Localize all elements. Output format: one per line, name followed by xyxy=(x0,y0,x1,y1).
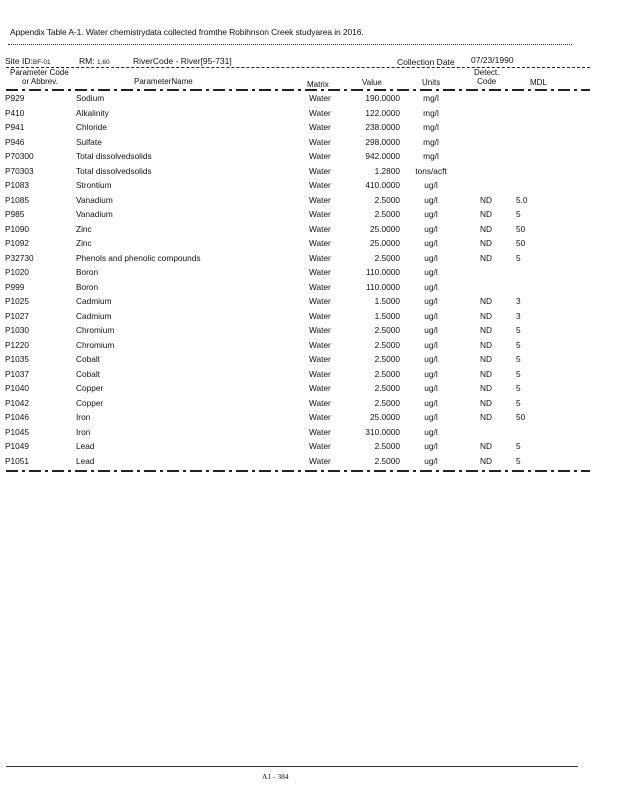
cell-parameter-name: Copper xyxy=(76,397,104,408)
cell-value: 110.0000 xyxy=(366,281,400,292)
cell-parameter-code: P1027 xyxy=(5,310,29,321)
cell-matrix: Water xyxy=(309,397,331,408)
cell-value: 25.0000 xyxy=(370,238,400,248)
collection-date-label: Collection Date xyxy=(397,57,455,67)
cell-mdl: 5 xyxy=(516,209,521,219)
cell-value: 25.0000 xyxy=(370,412,400,422)
cell-value: 1.5000 xyxy=(374,296,400,306)
cell-mdl: 5 xyxy=(516,252,521,263)
cell-matrix: Water xyxy=(309,238,331,248)
cell-parameter-name: Boron xyxy=(76,281,99,292)
cell-parameter-code: P1083 xyxy=(5,180,29,190)
cell-parameter-code: P1090 xyxy=(5,223,29,234)
cell-units: ug/l xyxy=(424,455,438,466)
cell-units: ug/l xyxy=(424,412,438,422)
cell-matrix: Water xyxy=(309,325,331,335)
cell-value: 238.0000 xyxy=(365,122,400,132)
cell-parameter-name: Lead xyxy=(76,441,95,451)
cell-parameter-code: P941 xyxy=(5,122,25,132)
col-header-mdl: MDL xyxy=(530,78,547,87)
cell-parameter-name: Sodium xyxy=(76,93,105,103)
cell-parameter-name: Zinc xyxy=(76,223,92,234)
cell-mdl: 5 xyxy=(516,354,521,364)
cell-parameter-code: P1051 xyxy=(5,455,29,466)
cell-mdl: 3 xyxy=(516,310,521,321)
cell-parameter-code: P1046 xyxy=(5,412,29,422)
cell-mdl: 5 xyxy=(516,368,521,379)
table-row xyxy=(0,135,618,150)
cell-matrix: Water xyxy=(309,252,331,263)
cell-detect-code: ND xyxy=(480,296,492,306)
cell-parameter-name: Iron xyxy=(76,426,91,437)
cell-parameter-code: P999 xyxy=(5,281,25,292)
cell-detect-code: ND xyxy=(480,368,492,379)
cell-units: ug/l xyxy=(424,209,438,219)
cell-units: ug/l xyxy=(424,223,438,234)
cell-parameter-code: P946 xyxy=(5,136,25,147)
cell-parameter-name: Sulfate xyxy=(76,136,102,147)
cell-matrix: Water xyxy=(309,426,331,437)
cell-value: 2.5000 xyxy=(374,455,400,466)
cell-value: 2.5000 xyxy=(374,354,400,364)
cell-units: ug/l xyxy=(424,441,438,451)
col-header-name: ParameterName xyxy=(134,77,193,86)
cell-parameter-code: P70303 xyxy=(5,165,34,176)
cell-mdl: 5 xyxy=(516,383,521,393)
cell-parameter-name: Cadmium xyxy=(76,310,112,321)
rm-label: RM: xyxy=(79,56,95,66)
cell-mdl: 3 xyxy=(516,296,521,306)
col-header-code-line2: or Abbrev. xyxy=(22,77,58,86)
cell-units: ug/l xyxy=(424,310,438,321)
cell-parameter-code: P1040 xyxy=(5,383,29,393)
cell-parameter-name: Cobalt xyxy=(76,368,100,379)
table-row xyxy=(0,425,618,440)
cell-parameter-name: Phenols and phenolic compounds xyxy=(76,252,201,263)
cell-detect-code: ND xyxy=(480,354,492,364)
table-end-divider xyxy=(6,470,590,472)
cell-units: mg/l xyxy=(423,107,439,118)
cell-parameter-name: Cobalt xyxy=(76,354,100,364)
cell-parameter-name: Vanadium xyxy=(76,194,113,205)
cell-parameter-code: P1220 xyxy=(5,339,29,350)
collection-date-value: 07/23/1990 xyxy=(471,55,514,65)
cell-parameter-name: Boron xyxy=(76,267,99,277)
table-caption: Appendix Table A-1. Water chemistrydata collected fromthe Robihnson Creek studyarea in 2016. xyxy=(10,27,364,37)
cell-matrix: Water xyxy=(309,180,331,190)
cell-value: 298.0000 xyxy=(365,136,400,147)
table-row xyxy=(0,265,618,280)
cell-value: 110.0000 xyxy=(366,267,400,277)
cell-parameter-name: Strontium xyxy=(76,180,112,190)
cell-parameter-code: P1042 xyxy=(5,397,29,408)
table-row xyxy=(0,454,618,469)
col-header-code-line1: Parameter Code xyxy=(10,68,69,77)
cell-mdl: 5 xyxy=(516,397,521,408)
cell-units: ug/l xyxy=(424,296,438,306)
cell-detect-code: ND xyxy=(480,310,492,321)
cell-parameter-name: Chloride xyxy=(76,122,107,132)
cell-parameter-name: Lead xyxy=(76,455,95,466)
cell-units: ug/l xyxy=(424,281,438,292)
cell-parameter-name: Total dissolvedsolids xyxy=(76,165,152,176)
cell-value: 2.5000 xyxy=(374,368,400,379)
cell-matrix: Water xyxy=(309,281,331,292)
cell-parameter-code: P1037 xyxy=(5,368,29,379)
cell-matrix: Water xyxy=(309,136,331,147)
cell-units: ug/l xyxy=(424,339,438,350)
cell-units: ug/l xyxy=(424,267,438,277)
cell-value: 2.5000 xyxy=(374,209,400,219)
cell-value: 310.0000 xyxy=(365,426,400,437)
col-header-detect-line1: Detect. xyxy=(474,68,500,77)
cell-units: mg/l xyxy=(423,136,439,147)
cell-value: 942.0000 xyxy=(365,151,400,161)
cell-detect-code: ND xyxy=(480,383,492,393)
cell-matrix: Water xyxy=(309,151,331,161)
cell-value: 2.5000 xyxy=(374,194,400,205)
table-row xyxy=(0,193,618,208)
cell-units: ug/l xyxy=(424,180,438,190)
col-header-code xyxy=(8,68,69,86)
table-row xyxy=(0,222,618,237)
cell-units: ug/l xyxy=(424,383,438,393)
cell-parameter-code: P32730 xyxy=(5,252,34,263)
cell-parameter-code: P1045 xyxy=(5,426,29,437)
rm-value: 1.60 xyxy=(96,59,110,66)
table-row xyxy=(0,381,618,396)
footer-rule xyxy=(6,766,578,767)
table-row xyxy=(0,439,618,454)
cell-matrix: Water xyxy=(309,267,331,277)
cell-parameter-name: Alkalinity xyxy=(76,107,109,118)
cell-parameter-code: P1049 xyxy=(5,441,29,451)
cell-detect-code: ND xyxy=(480,209,492,219)
cell-mdl: 5 xyxy=(516,325,521,335)
cell-parameter-code: P1020 xyxy=(5,267,29,277)
cell-parameter-code: P929 xyxy=(5,93,25,103)
site-id-label: Site ID: xyxy=(5,56,33,66)
cell-value: 122.0000 xyxy=(365,107,400,118)
cell-detect-code: ND xyxy=(480,238,492,248)
cell-parameter-name: Copper xyxy=(76,383,104,393)
cell-detect-code: ND xyxy=(480,252,492,263)
col-header-detect-line2: Code xyxy=(477,77,497,86)
cell-units: ug/l xyxy=(424,426,438,437)
cell-parameter-code: P70300 xyxy=(5,151,34,161)
cell-value: 1.2800 xyxy=(374,165,400,176)
cell-value: 1.5000 xyxy=(374,310,400,321)
cell-units: ug/l xyxy=(424,194,438,205)
cell-value: 25.0000 xyxy=(370,223,400,234)
cell-units: tons/acft xyxy=(415,165,447,176)
table-row xyxy=(0,91,618,106)
cell-matrix: Water xyxy=(309,310,331,321)
cell-detect-code: ND xyxy=(480,325,492,335)
cell-detect-code: ND xyxy=(480,455,492,466)
cell-matrix: Water xyxy=(309,93,331,103)
table-row xyxy=(0,149,618,164)
cell-value: 2.5000 xyxy=(374,441,400,451)
cell-matrix: Water xyxy=(309,339,331,350)
col-header-detect xyxy=(474,68,499,86)
table-row xyxy=(0,120,618,135)
data-table-body xyxy=(0,91,618,468)
col-header-units: Units xyxy=(422,78,441,87)
table-row xyxy=(0,309,618,324)
col-header-value: Value xyxy=(362,78,382,87)
site-id xyxy=(5,56,51,66)
cell-parameter-name: Zinc xyxy=(76,238,92,248)
cell-units: ug/l xyxy=(424,252,438,263)
page-number: A1 - 384 xyxy=(262,772,289,781)
cell-units: mg/l xyxy=(423,93,439,103)
table-row xyxy=(0,294,618,309)
river-code: RiverCode - River[95-731] xyxy=(133,56,232,66)
table-row xyxy=(0,367,618,382)
cell-mdl: 5 xyxy=(516,441,521,451)
cell-detect-code: ND xyxy=(480,339,492,350)
cell-mdl: 5.0 xyxy=(516,194,528,205)
cell-detect-code: ND xyxy=(480,412,492,422)
table-row xyxy=(0,352,618,367)
cell-parameter-code: P1085 xyxy=(5,194,29,205)
cell-units: ug/l xyxy=(424,368,438,379)
cell-matrix: Water xyxy=(309,107,331,118)
cell-mdl: 5 xyxy=(516,339,521,350)
cell-units: ug/l xyxy=(424,238,438,248)
cell-units: mg/l xyxy=(423,122,439,132)
cell-matrix: Water xyxy=(309,354,331,364)
cell-value: 2.5000 xyxy=(374,325,400,335)
cell-value: 410.0000 xyxy=(365,180,400,190)
cell-mdl: 50 xyxy=(516,412,526,422)
table-row xyxy=(0,106,618,121)
cell-detect-code: ND xyxy=(480,194,492,205)
cell-parameter-name: Chromium xyxy=(76,339,115,350)
cell-units: mg/l xyxy=(423,151,439,161)
cell-units: ug/l xyxy=(424,354,438,364)
cell-parameter-code: P985 xyxy=(5,209,25,219)
header-divider-top xyxy=(6,67,590,68)
cell-matrix: Water xyxy=(309,209,331,219)
cell-parameter-code: P1035 xyxy=(5,354,29,364)
cell-units: ug/l xyxy=(424,397,438,408)
cell-value: 2.5000 xyxy=(374,252,400,263)
cell-parameter-name: Vanadium xyxy=(76,209,113,219)
cell-parameter-name: Total dissolvedsolids xyxy=(76,151,152,161)
cell-value: 2.5000 xyxy=(374,383,400,393)
cell-detect-code: ND xyxy=(480,441,492,451)
cell-matrix: Water xyxy=(309,122,331,132)
cell-matrix: Water xyxy=(309,368,331,379)
caption-divider xyxy=(8,44,572,45)
col-header-matrix: Matrix xyxy=(307,80,329,89)
table-row xyxy=(0,178,618,193)
cell-matrix: Water xyxy=(309,223,331,234)
table-row xyxy=(0,338,618,353)
cell-detect-code: ND xyxy=(480,223,492,234)
cell-parameter-code: P1092 xyxy=(5,238,29,248)
cell-value: 190.0000 xyxy=(365,93,400,103)
cell-matrix: Water xyxy=(309,296,331,306)
cell-mdl: 50 xyxy=(516,223,526,234)
cell-matrix: Water xyxy=(309,412,331,422)
table-row xyxy=(0,280,618,295)
river-mile xyxy=(79,56,110,66)
table-row xyxy=(0,410,618,425)
cell-parameter-name: Iron xyxy=(76,412,91,422)
table-row xyxy=(0,164,618,179)
cell-matrix: Water xyxy=(309,165,331,176)
cell-units: ug/l xyxy=(424,325,438,335)
cell-mdl: 50 xyxy=(516,238,526,248)
table-row xyxy=(0,396,618,411)
table-row xyxy=(0,251,618,266)
table-row xyxy=(0,207,618,222)
cell-value: 2.5000 xyxy=(374,339,400,350)
site-id-value: BF-01 xyxy=(32,59,51,66)
cell-parameter-name: Cadmium xyxy=(76,296,112,306)
cell-matrix: Water xyxy=(309,441,331,451)
cell-detect-code: ND xyxy=(480,397,492,408)
cell-parameter-name: Chromium xyxy=(76,325,115,335)
cell-matrix: Water xyxy=(309,194,331,205)
table-row xyxy=(0,323,618,338)
cell-matrix: Water xyxy=(309,383,331,393)
table-row xyxy=(0,236,618,251)
cell-mdl: 5 xyxy=(516,455,521,466)
cell-value: 2.5000 xyxy=(374,397,400,408)
cell-parameter-code: P1025 xyxy=(5,296,29,306)
cell-matrix: Water xyxy=(309,455,331,466)
cell-parameter-code: P1030 xyxy=(5,325,29,335)
cell-parameter-code: P410 xyxy=(5,107,25,118)
